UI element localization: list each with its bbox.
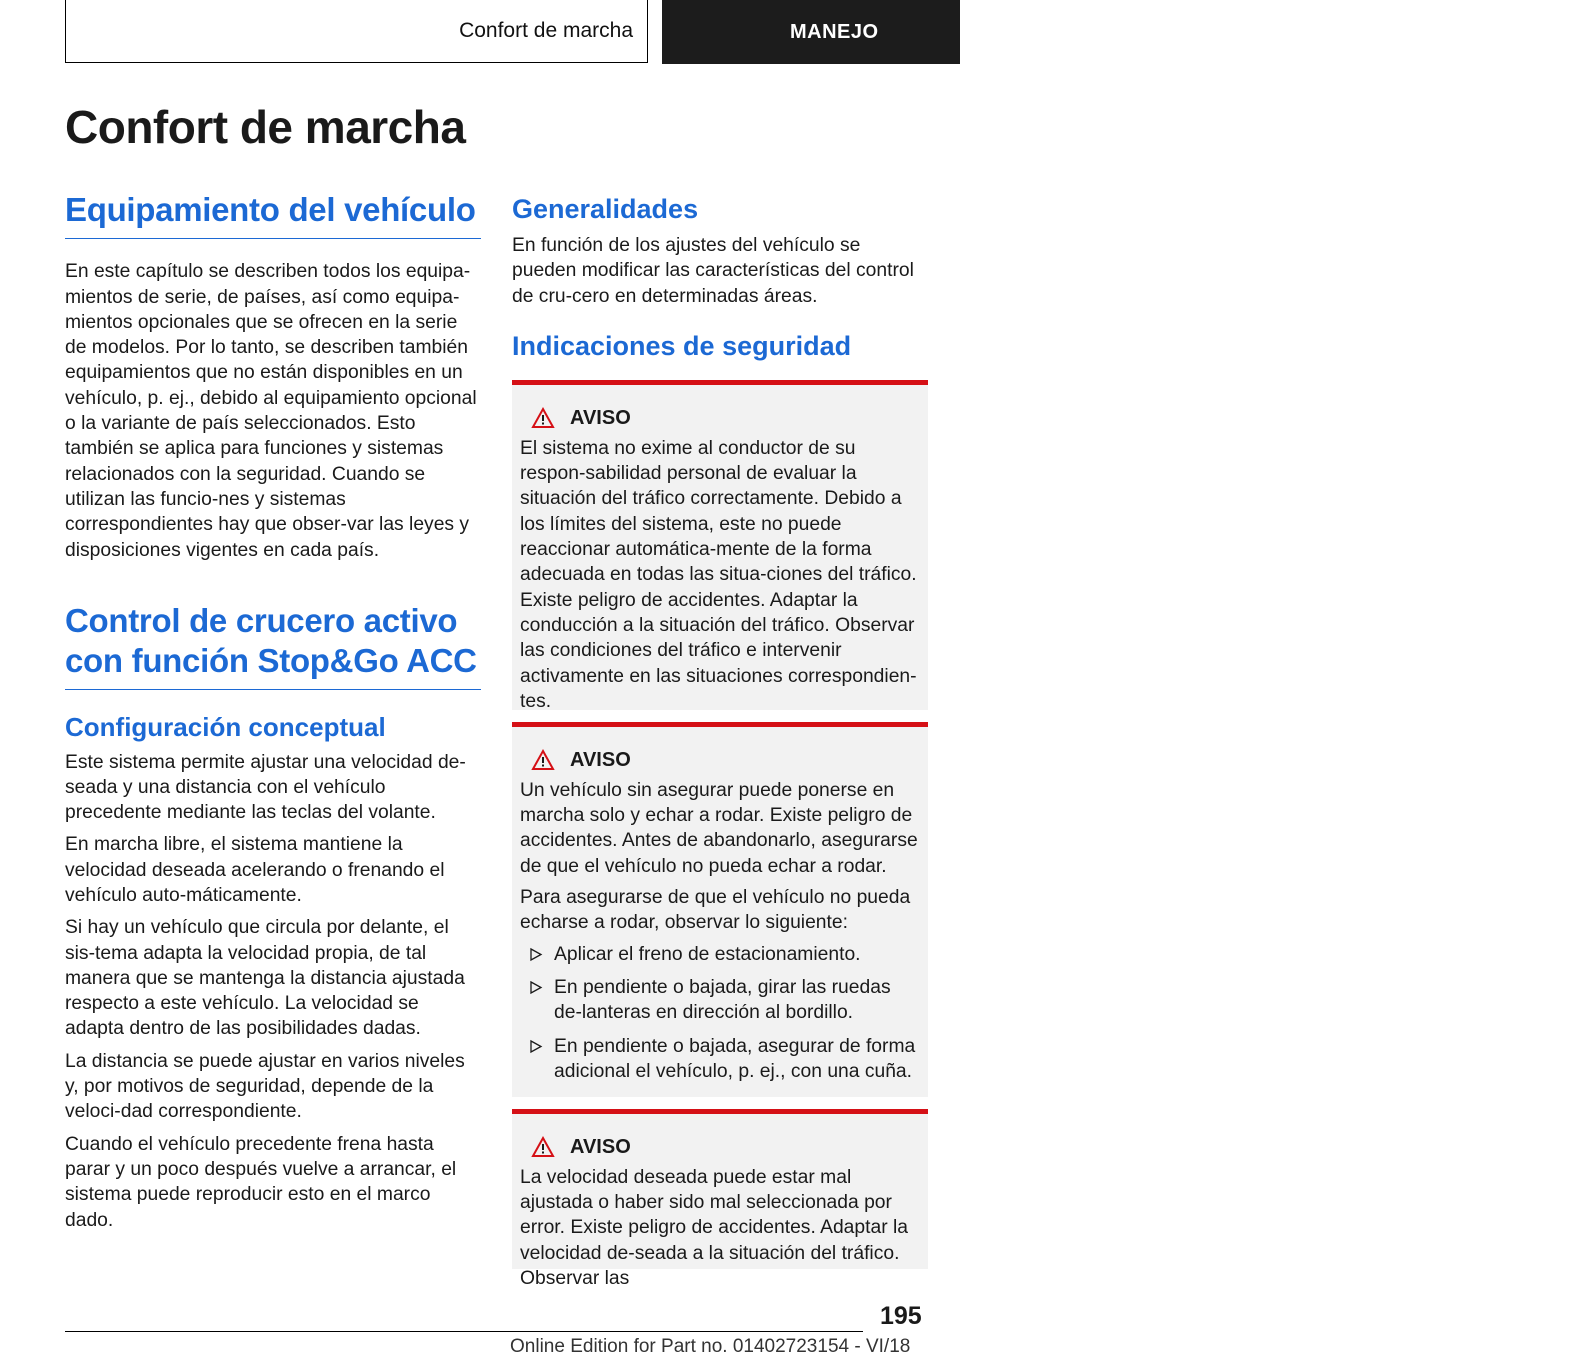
triangle-bullet-icon [530,981,542,994]
warning-bullet-list [520,942,920,1084]
heading-configuracion: Configuración conceptual [65,712,386,743]
footer-divider [65,1331,863,1332]
warning-triangle-icon [532,1137,554,1157]
heading-generalidades: Generalidades [512,194,699,224]
warning-text-3: La velocidad deseada puede estar mal ajustada o haber sido mal seleccionada por error. Existe peligro de accidentes. Adaptar la velocidad de-seada a la situación del tráfico. Observar las [520,1166,908,1290]
hand-pointer-icon [1552,22,1576,48]
page-title: Confort de marcha [65,101,466,153]
header-chapter-tab [662,0,960,64]
triangle-bullet-icon [530,1040,542,1053]
warning-header [520,407,920,430]
header-section-label: Confort de marcha [459,19,633,42]
paragraph-equipamiento: En este capítulo se describen todos los equipa-mientos de serie, de países, así como equipa-mientos opcionales que se ofrecen en la serie de modelos. Por lo tanto, se describen también equipamientos que no están disponibles en un vehículo, p. ej., debido al equipamiento opcional o la variante de país seleccionados. Esto también se aplica para funciones y sistemas relacionados con la seguridad. Cuando se utilizan las funcio-nes y sistemas correspondientes hay que obser-var las leyes y disposiciones vigentes en cada país. [65,261,477,561]
warning-label: AVISO [570,748,631,771]
header-section-tab [65,0,648,63]
warning-text-2a: Un vehículo sin asegurar puede ponerse en marcha solo y echar a rodar. Existe peligro de accidentes. Antes de abandonarlo, asegurarse de que el vehículo no pueda echar a rodar. [520,779,918,877]
right-column [512,190,928,1290]
warning-text-1: El sistema no exime al conductor de su respon-sabilidad personal de evaluar la situación del tráfico correctamente. Debido a los límites del sistema, este no puede reaccionar automática-mente de la forma adecuada en todas las situa-ciones del tráfico. Existe peligro de accidentes. Adaptar la conducción a la situación del tráfico. Observar las condiciones del tráfico e intervenir activamente en las situaciones correspondien-tes. [520,437,917,712]
paragraph-concept-5: Cuando el vehículo precedente frena hasta parar y un poco después vuelve a arrancar, el sistema puede reproducir esto en el marco dado. [65,1133,457,1231]
paragraph-concept-1: Este sistema permite ajustar una velocidad de-seada y una distancia con el vehículo precedente mediante las teclas del volante. [65,751,466,824]
warning-box-1 [512,380,928,710]
paragraph-concept-3: Si hay un vehículo que circula por delante, el sis-tema adapta la velocidad propia, de tal manera que se mantenga la distancia ajustada respecto a este vehículo. La velocidad se adapta dentro de las posibilidades dadas. [65,917,465,1040]
header-chapter-label: MANEJO [790,20,879,43]
warning-box-2 [512,722,928,1097]
warning-text-2b: Para asegurarse de que el vehículo no pueda echarse a rodar, observar lo siguiente: [520,887,911,934]
paragraph-concept-4: La distancia se puede ajustar en varios niveles y, por motivos de seguridad, depende de la veloci-dad correspondiente. [65,1050,465,1123]
heading-equipamiento: Equipamiento del vehículo [65,190,481,239]
page-number: 195 [880,1302,922,1330]
footer-edition: Online Edition for Part no. 01402723154 - VI/18 [510,1336,911,1357]
list-item: En pendiente o bajada, girar las ruedas de-lanteras en dirección al bordillo. [520,975,920,1026]
paragraph-concept-2: En marcha libre, el sistema mantiene la velocidad deseada acelerando o frenando el vehículo auto-máticamente. [65,834,445,906]
warning-box-3 [512,1109,928,1290]
warning-triangle-icon [532,750,554,770]
warning-label: AVISO [570,1135,631,1158]
list-item: En pendiente o bajada, asegurar de forma adicional el vehículo, p. ej., con una cuña. [520,1034,920,1085]
paragraph-generalidades: En función de los ajustes del vehículo se pueden modificar las características del control de cru-cero en determinadas áreas. [512,235,914,307]
list-item: Aplicar el freno de estacionamiento. [520,942,920,967]
warning-label: AVISO [570,406,631,429]
heading-seguridad: Indicaciones de seguridad [512,330,852,361]
warning-header [520,1136,920,1159]
warning-header [520,749,920,772]
left-column [65,190,481,1240]
triangle-bullet-icon [530,948,542,961]
heading-acc: Control de crucero activo con función Stop&Go ACC [65,601,481,691]
warning-triangle-icon [532,408,554,428]
